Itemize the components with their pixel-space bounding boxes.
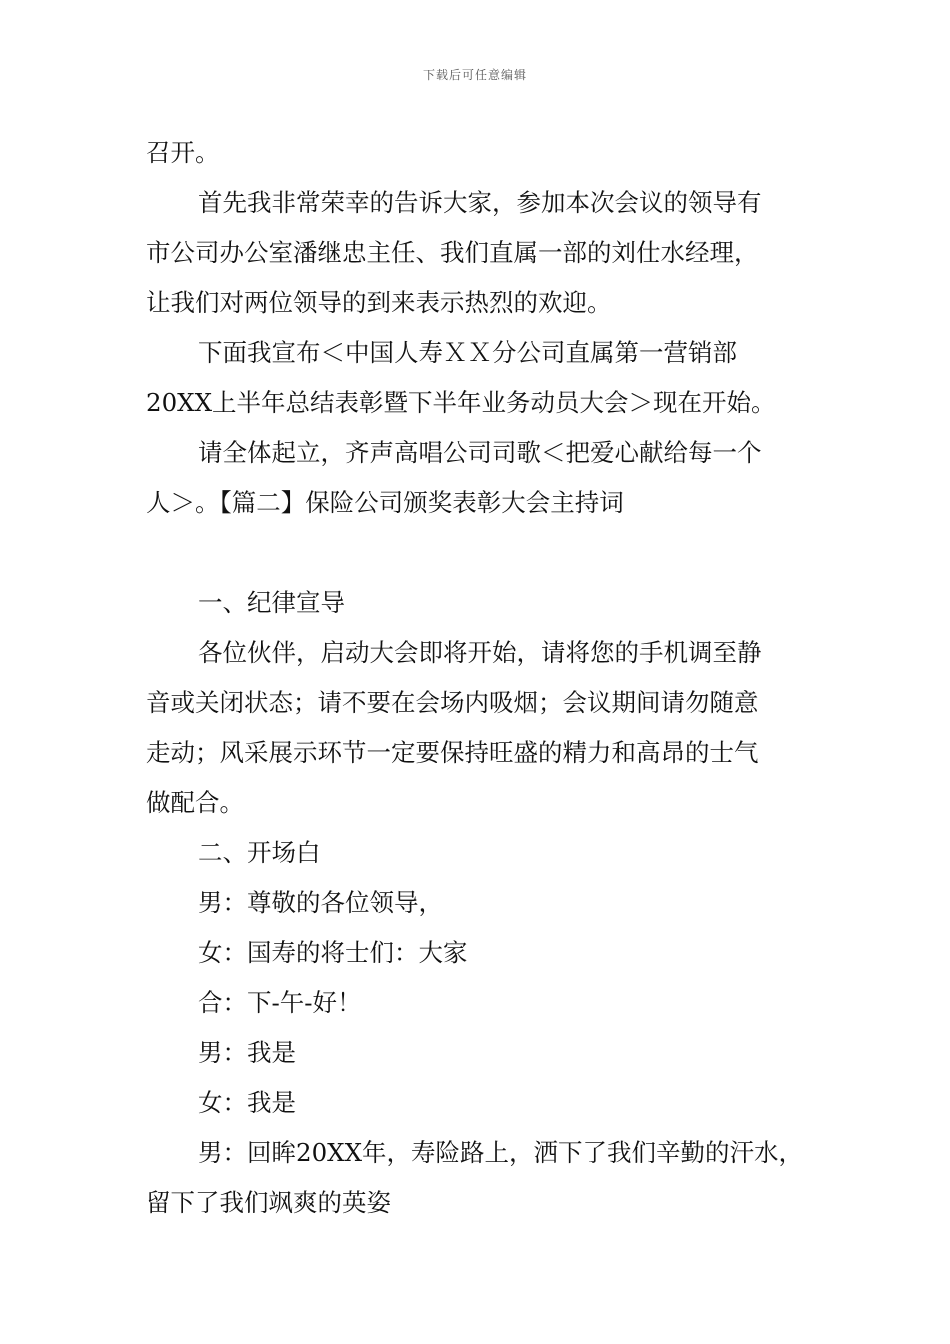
text-line: 音或关闭状态；请不要在会场内吸烟；会议期间请勿随意 — [146, 688, 759, 717]
paragraph-line: 请全体起立，齐声高唱公司司歌＜把爱心献给每一个 — [198, 438, 762, 467]
dialogue-line: 女：我是 — [198, 1088, 296, 1117]
text-line: 走动；风采展示环节一定要保持旺盛的精力和高昂的士气 — [146, 738, 759, 767]
dialogue-line: 女：国寿的将士们：大家 — [198, 938, 468, 967]
text-line: 20XX上半年总结表彰暨下半年业务动员大会＞现在开始。 — [146, 388, 776, 417]
blank-line — [146, 528, 812, 578]
text-line: 召开。 — [146, 138, 220, 167]
text-line: 市公司办公室潘继忠主任、我们直属一部的刘仕水经理， — [146, 238, 759, 267]
section-heading: 二、开场白 — [198, 838, 321, 867]
text-line: 人＞。【篇二】保险公司颁奖表彰大会主持词 — [146, 488, 624, 517]
paragraph-line: 下面我宣布＜中国人寿ＸＸ分公司直属第一营销部 — [198, 338, 737, 367]
dialogue-line: 男：尊敬的各位领导， — [198, 888, 443, 917]
document-body — [146, 128, 812, 1228]
section-heading: 一、纪律宣导 — [198, 588, 345, 617]
dialogue-line: 男：我是 — [198, 1038, 296, 1067]
dialogue-line: 合：下-午-好！ — [198, 988, 362, 1017]
paragraph-line: 各位伙伴，启动大会即将开始，请将您的手机调至静 — [198, 638, 762, 667]
dialogue-line: 男：回眸20XX年，寿险路上，洒下了我们辛勤的汗水， — [198, 1138, 804, 1167]
page-header-note: 下载后可任意编辑 — [422, 68, 527, 82]
text-line: 让我们对两位领导的到来表示热烈的欢迎。 — [146, 288, 612, 317]
text-line: 做配合。 — [146, 788, 244, 817]
paragraph-line: 首先我非常荣幸的告诉大家，参加本次会议的领导有 — [198, 188, 762, 217]
text-line: 留下了我们飒爽的英姿 — [146, 1188, 391, 1217]
